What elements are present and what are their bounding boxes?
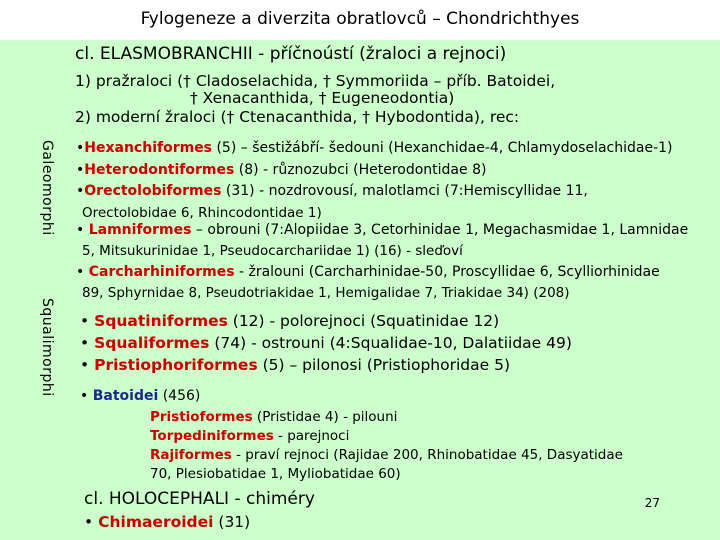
- taxon-name: Torpediniformes: [150, 428, 274, 444]
- taxon-description: (456): [158, 388, 201, 404]
- taxon-pristiophoriformes: [80, 356, 510, 374]
- bullet: •: [80, 356, 90, 374]
- taxon-name: Chimaeroidei: [98, 513, 214, 531]
- taxon-name: Hexanchiformes: [84, 140, 213, 156]
- taxon-description: (5) – pilonosi (Pristiophoridae 5): [257, 356, 510, 374]
- taxon-orectolobiformes-cont: Orectolobidae 6, Rhincodontidae 1): [82, 205, 322, 221]
- taxon-name: Lamniformes: [88, 222, 192, 238]
- taxon-carcharhiniformes: [76, 264, 660, 280]
- title-bar: [0, 0, 720, 40]
- taxon-rajiformes-cont: 70, Plesiobatidae 1, Myliobatidae 60): [150, 466, 401, 482]
- bullet: •: [76, 162, 85, 178]
- taxon-name: Orectolobiformes: [84, 183, 222, 199]
- taxon-description: - praví rejnoci (Rajidae 200, Rhinobatidae 45, Dasyatidae: [231, 447, 623, 463]
- taxon-description: (12) - polorejnoci (Squatinidae 12): [227, 312, 500, 330]
- taxon-description: (8) - různozubci (Heterodontidae 8): [234, 162, 487, 178]
- taxon-pristioformes: [150, 409, 397, 425]
- taxon-name: Heterodontiformes: [84, 162, 235, 178]
- taxon-name: Batoidei: [92, 388, 159, 404]
- group1-line1: 1) pražraloci († Cladoselachida, † Symmoriida – příb. Batoidei,: [75, 72, 556, 90]
- taxon-rajiformes: [150, 447, 623, 463]
- taxon-description: (74) - ostrouni (4:Squalidae-10, Dalatiidae 49): [209, 334, 572, 352]
- taxon-description: (5) – šestižábří- šedouni (Hexanchidae-4, Chlamydoselachidae-1): [212, 140, 673, 156]
- taxon-batoidei: [80, 388, 200, 404]
- bullet: •: [76, 264, 85, 280]
- bullet: •: [80, 312, 90, 330]
- bullet: •: [80, 334, 90, 352]
- taxon-torpediniformes: [150, 428, 349, 444]
- taxon-name: Squatiniformes: [94, 312, 228, 330]
- group1-line2: † Xenacanthida, † Eugeneodontia): [190, 89, 455, 107]
- taxon-description: – obrouni (7:Alopiidae 3, Cetorhinidae 1, Megachasmidae 1, Lamnidae: [191, 222, 689, 238]
- taxon-description: (Pristidae 4) - pilouni: [252, 409, 398, 425]
- taxon-name: Pristiophoriformes: [94, 356, 258, 374]
- taxon-description: (31) - nozdrovousí, malotlamci (7:Hemiscyllidae 11,: [221, 183, 588, 199]
- taxon-name: Squaliformes: [94, 334, 210, 352]
- taxon-name: Carcharhiniformes: [88, 264, 235, 280]
- group2-line: 2) moderní žraloci († Ctenacanthida, † Hybodontida), rec:: [75, 108, 520, 126]
- bullet: •: [76, 222, 85, 238]
- taxon-lamniformes: [76, 222, 688, 238]
- bullet: •: [76, 140, 85, 156]
- page-number: 27: [644, 496, 660, 510]
- page-title: Fylogeneze a diverzita obratlovců – Chondrichthyes: [140, 9, 580, 29]
- taxon-squatiniformes: [80, 312, 499, 330]
- taxon-name: Pristioformes: [150, 409, 253, 425]
- side-label-galeomorphi: Galeomorphi: [39, 140, 55, 236]
- subclass-holocephali: cl. HOLOCEPHALI - chiméry: [84, 489, 315, 509]
- taxon-lamniformes-cont: 5, Mitsukurinidae 1, Pseudocarchariidae 1) (16) - sleďoví: [82, 243, 463, 259]
- taxon-hexanchiformes: [76, 140, 673, 156]
- taxon-orectolobiformes: [76, 183, 588, 199]
- subclass-elasmobranchii: cl. ELASMOBRANCHII - příčnoústí (žraloci a rejnoci): [75, 44, 507, 64]
- bullet: •: [76, 183, 85, 199]
- taxon-heterodontiformes: [76, 162, 486, 178]
- bullet: •: [80, 388, 89, 404]
- bullet: •: [84, 513, 94, 531]
- taxon-name: Rajiformes: [150, 447, 232, 463]
- taxon-description: - parejnoci: [273, 428, 350, 444]
- taxon-carcharhiniformes-cont: 89, Sphyrnidae 8, Pseudotriakidae 1, Hemigalidae 7, Triakidae 34) (208): [82, 285, 570, 301]
- taxon-description: (31): [213, 513, 251, 531]
- side-label-squalimorphi: Squalimorphi: [39, 298, 55, 397]
- taxon-chimaeroidei: [84, 513, 250, 531]
- taxon-description: - žralouni (Carcharhinidae-50, Proscyllidae 6, Scylliorhinidae: [234, 264, 660, 280]
- taxon-squaliformes: [80, 334, 572, 352]
